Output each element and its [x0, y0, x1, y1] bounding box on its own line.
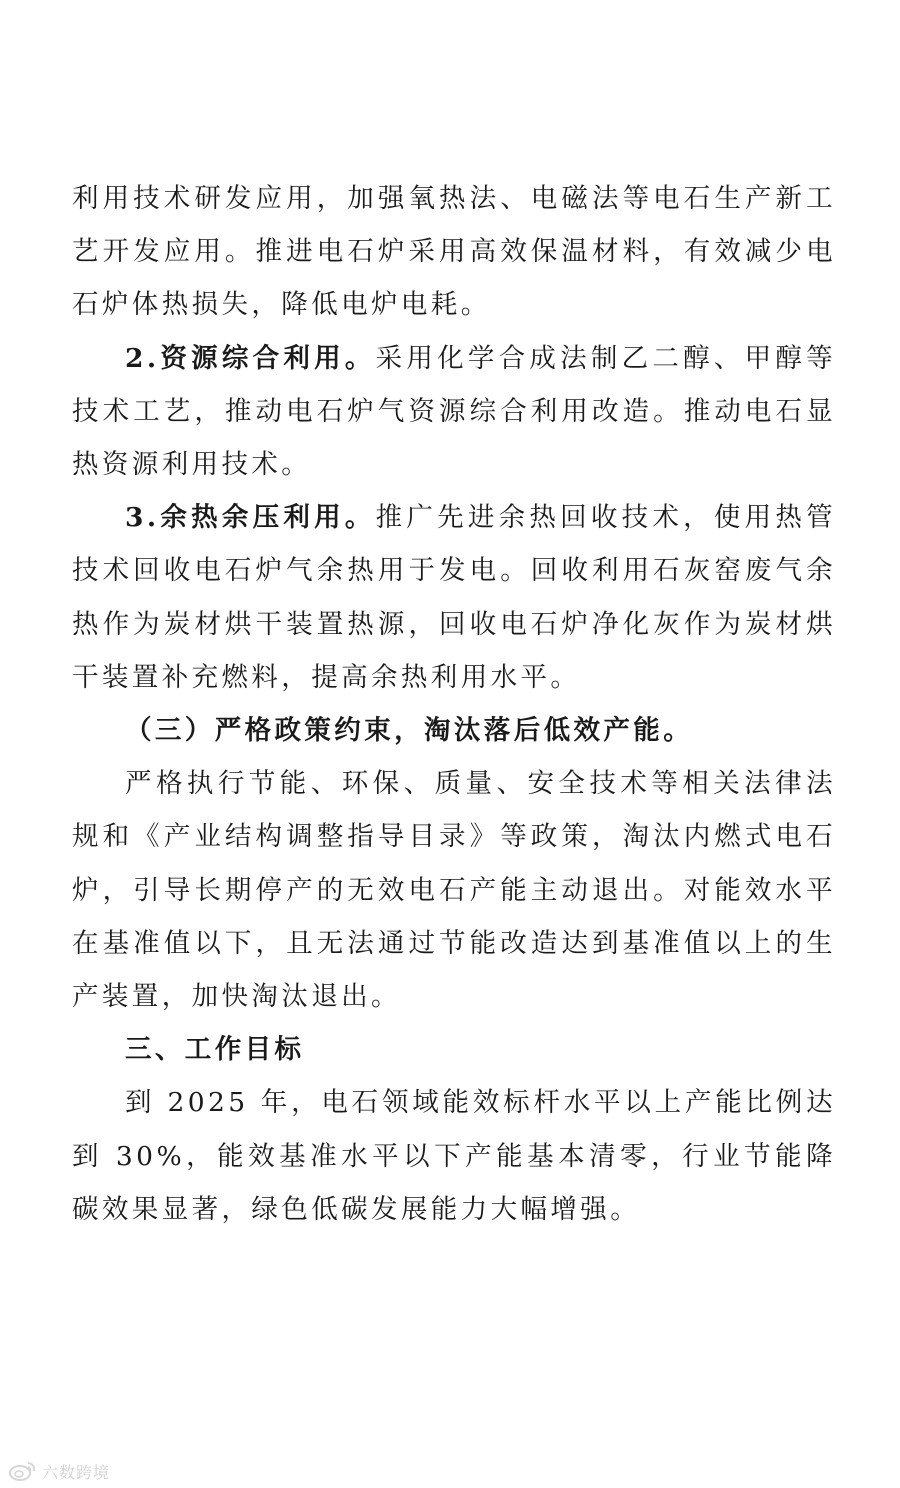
- paragraph-lead-resource-utilization: 2.资源综合利用。: [125, 342, 376, 374]
- paragraph-waste-heat: [72, 491, 836, 704]
- paragraph-text-waste-heat: 推广先进余热回收技术，使用热管技术回收电石炉气余热用于发电。回收利用石灰窑废气余热作为炭材烘干装置热源，回收电石炉净化灰作为炭材烘干装置补充燃料，提高余热利用水平。: [72, 502, 836, 693]
- weibo-logo-icon: [8, 1460, 38, 1482]
- watermark-text: 六数跨境: [42, 1462, 111, 1482]
- paragraph-lead-waste-heat: 3.余热余压利用。: [125, 502, 376, 534]
- subsection-heading: （三）严格政策约束，淘汰落后低效产能。: [125, 715, 694, 747]
- paragraph-continuation: 利用技术研发应用，加强氧热法、电磁法等电石生产新工艺开发应用。推进电石炉采用高效保温材料，有效减少电石炉体热损失，降低电炉电耗。: [72, 183, 836, 321]
- paragraph-policy: 严格执行节能、环保、质量、安全技术等相关法律法规和《产业结构调整指导目录》等政策，淘汰内燃式电石炉，引导长期停产的无效电石产能主动退出。对能效水平在基准值以下，且无法通过节能改造达到基准值以上的生产装置，加快淘汰退出。: [72, 768, 836, 1013]
- section-heading: 三、工作目标: [125, 1034, 305, 1066]
- paragraph-targets: 到 2025 年，电石领域能效标杆水平以上产能比例达到 30%，能效基准水平以下产能基本清零，行业节能降碳效果显著，绿色低碳发展能力大幅增强。: [72, 1087, 836, 1225]
- watermark: [8, 1458, 110, 1484]
- document-body: [72, 172, 836, 1236]
- paragraph-text-resource-utilization: 采用化学合成法制乙二醇、甲醇等技术工艺，推动电石炉气资源综合利用改造。推动电石显热资源利用技术。: [72, 342, 836, 481]
- paragraph-resource-utilization: [72, 332, 836, 492]
